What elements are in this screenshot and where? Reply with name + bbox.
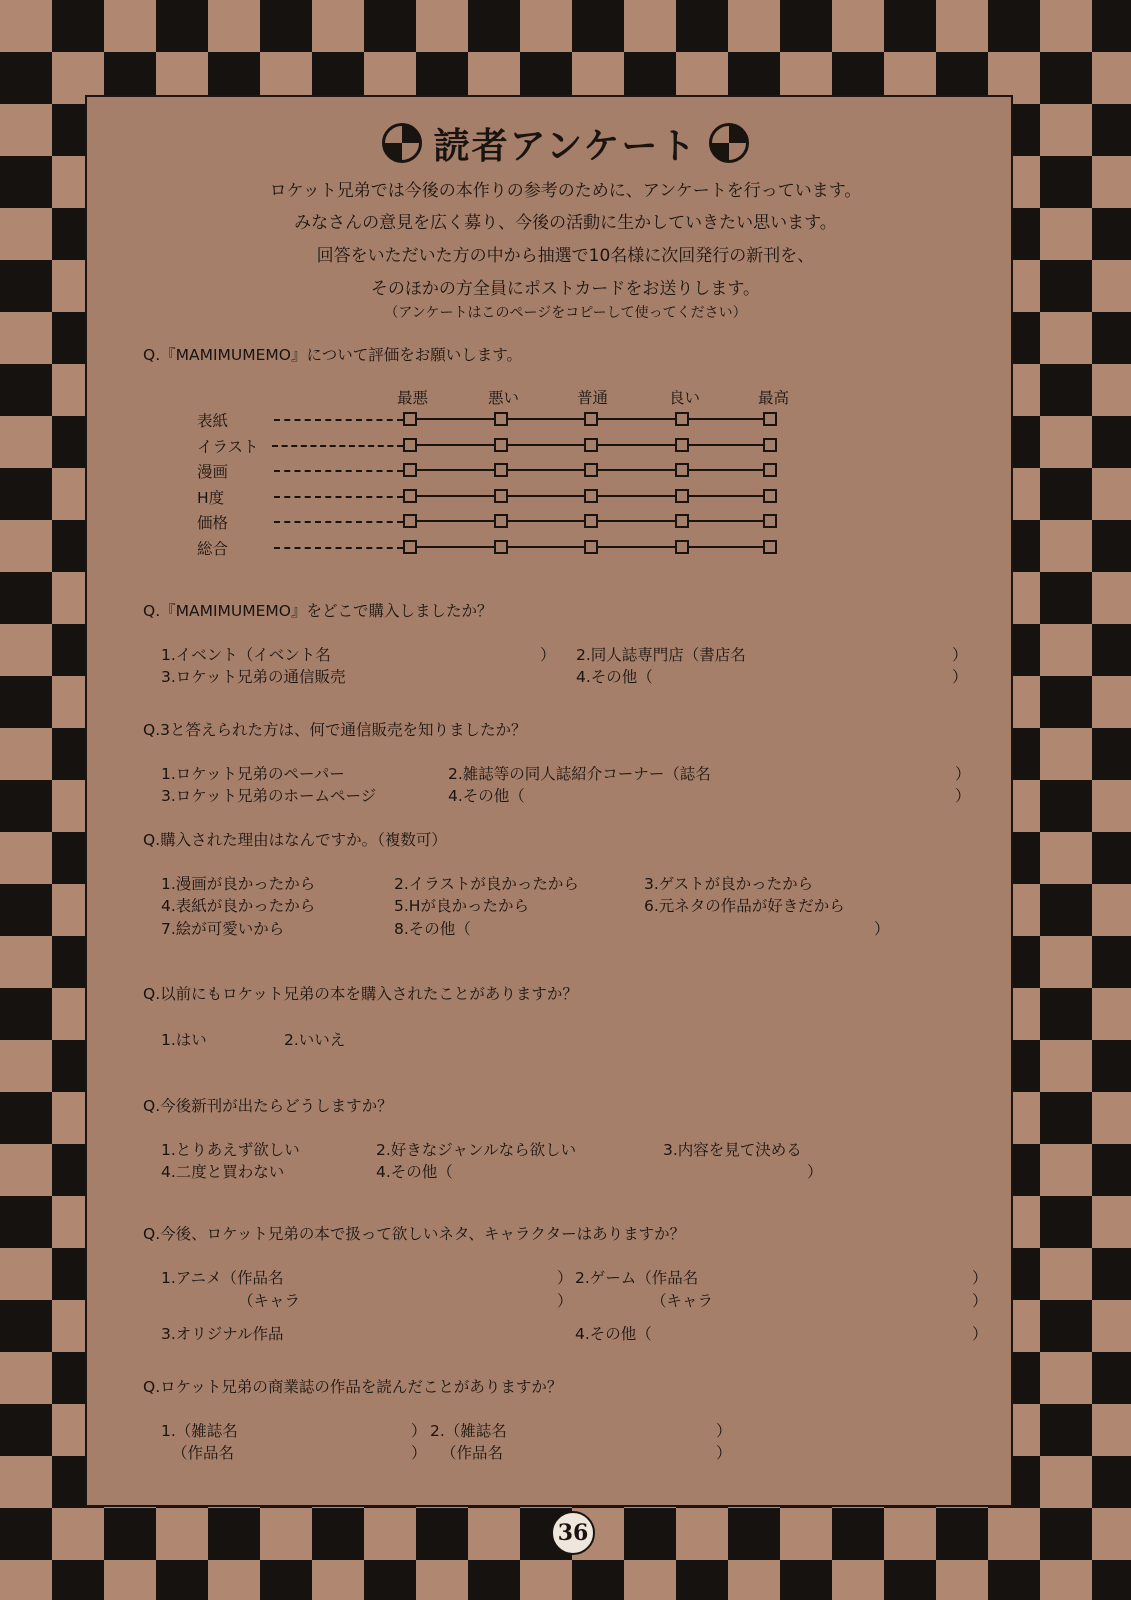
rating-checkbox[interactable] bbox=[494, 463, 508, 477]
option-other: 4.その他（ bbox=[448, 787, 525, 805]
rating-connector-line bbox=[508, 495, 584, 497]
option-anime: 1.アニメ（作品名 bbox=[161, 1269, 284, 1287]
option-work-1-close: ） bbox=[411, 1444, 427, 1462]
question-rating: Q.『MAMIMUMEMO』について評価をお願いします。 bbox=[143, 346, 522, 364]
rating-checkbox[interactable] bbox=[403, 438, 417, 452]
scale-label-average: 普通 bbox=[577, 389, 609, 407]
intro-line-3: 回答をいただいた方の中から抽選で10名様に次回発行の新刊を、 bbox=[316, 246, 815, 266]
rating-checkbox[interactable] bbox=[494, 540, 508, 554]
rating-connector-line bbox=[417, 418, 494, 420]
option-magazine-1-close: ） bbox=[411, 1422, 427, 1440]
rating-connector-line bbox=[417, 520, 494, 522]
question-commercial-works: Q.ロケット兄弟の商業誌の作品を読んだことがありますか？ bbox=[143, 1378, 563, 1396]
rating-connector-line bbox=[598, 469, 675, 471]
option-other: 4.その他（ bbox=[575, 1325, 652, 1343]
option-other-close: ） bbox=[807, 1163, 823, 1181]
rating-row-label: 表紙 bbox=[197, 412, 229, 430]
rating-connector-line bbox=[689, 444, 763, 446]
rating-connector-line bbox=[417, 469, 494, 471]
option-h-good: 5.Hが良かったから bbox=[394, 897, 529, 915]
rating-leader-dashes bbox=[274, 470, 403, 472]
option-anime-close: ） bbox=[557, 1269, 573, 1287]
option-game-character-close: ） bbox=[972, 1292, 988, 1310]
rating-leader-dashes bbox=[272, 445, 403, 447]
rating-row-label: 価格 bbox=[197, 514, 229, 532]
option-decide-by-content: 3.内容を見て決める bbox=[663, 1141, 802, 1159]
rating-checkbox[interactable] bbox=[494, 438, 508, 452]
rating-checkbox[interactable] bbox=[403, 540, 417, 554]
scale-label-good: 良い bbox=[669, 389, 701, 407]
option-event-close: ） bbox=[540, 646, 556, 664]
option-other-close: ） bbox=[955, 787, 971, 805]
rating-connector-line bbox=[508, 444, 584, 446]
question-mail-order-source: Q.3と答えられた方は、何で通信販売を知りましたか？ bbox=[143, 721, 527, 739]
rating-checkbox[interactable] bbox=[403, 412, 417, 426]
rating-checkbox[interactable] bbox=[403, 489, 417, 503]
rating-checkbox[interactable] bbox=[763, 412, 777, 426]
rating-checkbox[interactable] bbox=[763, 540, 777, 554]
intro-line-1: ロケット兄弟では今後の本作りの参考のために、アンケートを行っています。 bbox=[269, 181, 862, 201]
rating-checkbox[interactable] bbox=[584, 438, 598, 452]
option-want-anyway: 1.とりあえず欲しい bbox=[161, 1141, 300, 1159]
rating-connector-line bbox=[689, 495, 763, 497]
option-game: 2.ゲーム（作品名 bbox=[575, 1269, 699, 1287]
rating-connector-line bbox=[417, 546, 494, 548]
option-game-character: （キャラ bbox=[651, 1292, 714, 1310]
rating-connector-line bbox=[689, 418, 763, 420]
question-future-release: Q.今後新刊が出たらどうしますか？ bbox=[143, 1097, 393, 1115]
option-other: 4.その他（ bbox=[376, 1163, 453, 1181]
scale-label-bad: 悪い bbox=[488, 389, 520, 407]
page-title: 読者アンケート bbox=[433, 124, 698, 167]
rating-checkbox[interactable] bbox=[584, 412, 598, 426]
rating-row-label: イラスト bbox=[197, 438, 259, 456]
rating-connector-line bbox=[598, 546, 675, 548]
rating-checkbox[interactable] bbox=[584, 514, 598, 528]
scale-label-best: 最高 bbox=[758, 389, 790, 407]
option-like-source: 6.元ネタの作品が好きだから bbox=[644, 897, 845, 915]
option-guest-good: 3.ゲストが良かったから bbox=[644, 875, 814, 893]
rating-row-label: 漫画 bbox=[197, 463, 229, 481]
question-purchase-reason: Q.購入された理由はなんですか。（複数可） bbox=[143, 831, 447, 849]
rating-checkbox[interactable] bbox=[763, 514, 777, 528]
rating-connector-line bbox=[508, 418, 584, 420]
rating-connector-line bbox=[598, 495, 675, 497]
rating-checkbox[interactable] bbox=[763, 438, 777, 452]
rating-checkbox[interactable] bbox=[675, 438, 689, 452]
checkered-ball-icon bbox=[709, 123, 749, 163]
option-homepage: 3.ロケット兄弟のホームページ bbox=[161, 787, 377, 805]
rating-connector-line bbox=[689, 469, 763, 471]
intro-note: （アンケートはこのページをコピーして使ってください） bbox=[384, 305, 747, 321]
option-work-2-close: ） bbox=[716, 1444, 732, 1462]
rating-connector-line bbox=[689, 520, 763, 522]
rating-row-label: 総合 bbox=[197, 540, 229, 558]
option-manga-good: 1.漫画が良かったから bbox=[161, 875, 316, 893]
rating-connector-line bbox=[417, 444, 494, 446]
rating-connector-line bbox=[508, 546, 584, 548]
page-number: 36 bbox=[551, 1511, 595, 1555]
rating-checkbox[interactable] bbox=[584, 463, 598, 477]
option-game-close: ） bbox=[972, 1269, 988, 1287]
intro-line-4: そのほかの方全員にポストカードをお送りします。 bbox=[370, 279, 761, 299]
rating-leader-dashes bbox=[274, 521, 403, 523]
scale-label-worst: 最悪 bbox=[397, 389, 429, 407]
intro-line-2: みなさんの意見を広く募り、今後の活動に生かしていきたい思います。 bbox=[294, 213, 837, 233]
option-paper: 1.ロケット兄弟のペーパー bbox=[161, 765, 345, 783]
rating-leader-dashes bbox=[274, 419, 403, 421]
option-magazine-corner-close: ） bbox=[955, 765, 971, 783]
rating-checkbox[interactable] bbox=[763, 463, 777, 477]
option-magazine-corner: 2.雑誌等の同人誌紹介コーナー（誌名 bbox=[448, 765, 711, 783]
rating-checkbox[interactable] bbox=[584, 540, 598, 554]
question-purchase-place: Q.『MAMIMUMEMO』をどこで購入しましたか？ bbox=[143, 602, 493, 620]
option-magazine-1: 1.（雑誌名 bbox=[161, 1422, 238, 1440]
option-cute-art: 7.絵が可愛いから bbox=[161, 920, 285, 938]
option-yes: 1.はい bbox=[161, 1031, 207, 1049]
rating-checkbox[interactable] bbox=[675, 514, 689, 528]
option-anime-character: （キャラ bbox=[238, 1292, 301, 1310]
rating-connector-line bbox=[598, 444, 675, 446]
option-original: 3.オリジナル作品 bbox=[161, 1325, 284, 1343]
question-requested-topics: Q.今後、ロケット兄弟の本で扱って欲しいネタ、キャラクターはありますか？ bbox=[143, 1225, 686, 1243]
option-work-1: （作品名 bbox=[172, 1444, 235, 1462]
rating-connector-line bbox=[598, 520, 675, 522]
rating-checkbox[interactable] bbox=[675, 489, 689, 503]
rating-checkbox[interactable] bbox=[494, 489, 508, 503]
option-no: 2.いいえ bbox=[284, 1031, 346, 1049]
rating-connector-line bbox=[508, 469, 584, 471]
option-want-if-genre: 2.好きなジャンルなら欲しい bbox=[376, 1141, 577, 1159]
rating-connector-line bbox=[598, 418, 675, 420]
option-magazine-2-close: ） bbox=[716, 1422, 732, 1440]
option-illust-good: 2.イラストが良かったから bbox=[394, 875, 579, 893]
rating-checkbox[interactable] bbox=[403, 463, 417, 477]
rating-checkbox[interactable] bbox=[403, 514, 417, 528]
option-other: 4.その他（ bbox=[576, 668, 653, 686]
rating-row-label: H度 bbox=[197, 489, 225, 507]
rating-connector-line bbox=[689, 546, 763, 548]
rating-checkbox[interactable] bbox=[763, 489, 777, 503]
rating-checkbox[interactable] bbox=[494, 412, 508, 426]
option-event: 1.イベント（イベント名 bbox=[161, 646, 331, 664]
option-mail-order: 3.ロケット兄弟の通信販売 bbox=[161, 668, 346, 686]
option-cover-good: 4.表紙が良かったから bbox=[161, 897, 316, 915]
option-other-close: ） bbox=[972, 1325, 988, 1343]
option-never-buy: 4.二度と買わない bbox=[161, 1163, 285, 1181]
rating-connector-line bbox=[508, 520, 584, 522]
option-other: 8.その他（ bbox=[394, 920, 471, 938]
option-other-close: ） bbox=[952, 668, 968, 686]
rating-leader-dashes bbox=[274, 547, 403, 549]
question-bought-before: Q.以前にもロケット兄弟の本を購入されたことがありますか？ bbox=[143, 985, 578, 1003]
option-anime-character-close: ） bbox=[557, 1292, 573, 1310]
title-row bbox=[0, 118, 1131, 168]
option-doujin-shop-close: ） bbox=[952, 646, 968, 664]
rating-leader-dashes bbox=[274, 496, 403, 498]
option-work-2: （作品名 bbox=[441, 1444, 504, 1462]
checkered-ball-icon bbox=[382, 123, 422, 163]
rating-checkbox[interactable] bbox=[584, 489, 598, 503]
rating-checkbox[interactable] bbox=[494, 514, 508, 528]
option-magazine-2: 2.（雑誌名 bbox=[430, 1422, 507, 1440]
rating-checkbox[interactable] bbox=[675, 463, 689, 477]
option-doujin-shop: 2.同人誌専門店（書店名 bbox=[576, 646, 746, 664]
rating-connector-line bbox=[417, 495, 494, 497]
option-other-close: ） bbox=[874, 920, 890, 938]
rating-checkbox[interactable] bbox=[675, 540, 689, 554]
rating-checkbox[interactable] bbox=[675, 412, 689, 426]
